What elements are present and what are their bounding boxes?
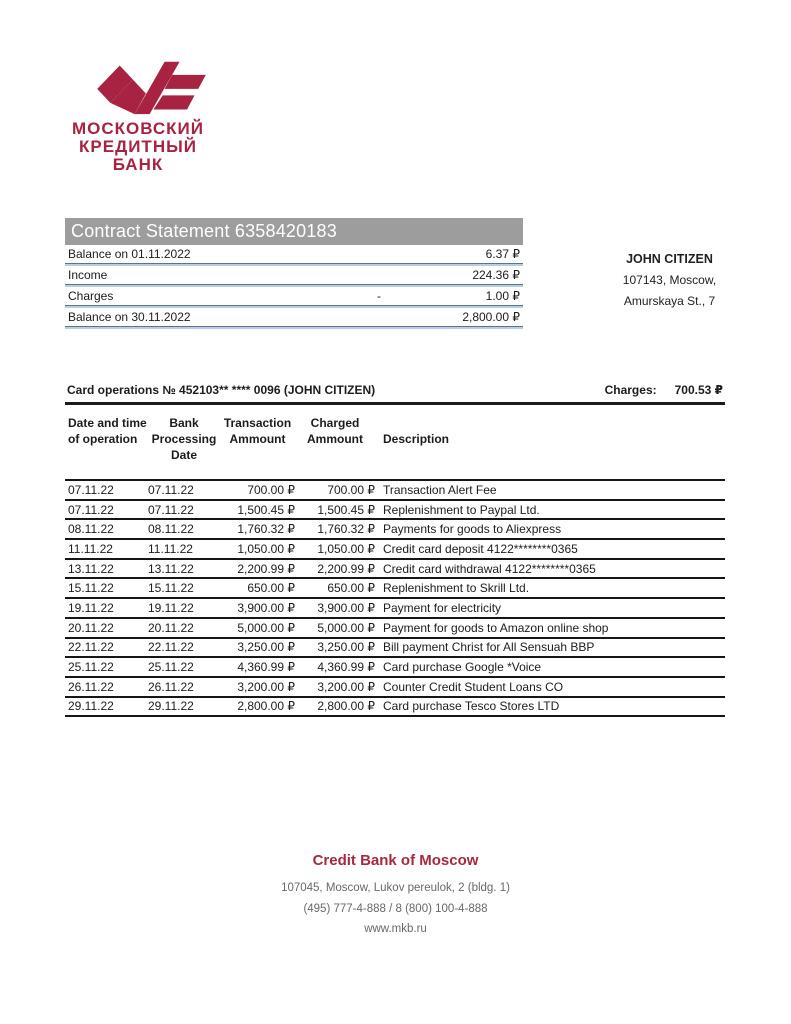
table-row [65,499,725,519]
txn-operation-date: 07.11.22 [68,502,114,517]
txn-charged-amount: 3,900.00 ₽ [317,600,375,615]
txn-charged-amount: 4,360.99 ₽ [317,660,375,675]
txn-processing-date: 25.11.22 [148,660,194,675]
txn-transaction-amount: 3,900.00 ₽ [237,600,295,615]
table-row [65,676,725,696]
statement-row-label: Balance on 30.11.2022 [68,310,191,324]
table-row [65,637,725,657]
customer-name: JOHN CITIZEN [626,252,713,266]
txn-transaction-amount: 4,360.99 ₽ [237,660,295,675]
txn-processing-date: 19.11.22 [148,600,194,615]
statement-row [65,245,523,263]
txn-processing-date: 08.11.22 [148,522,194,537]
txn-transaction-amount: 1,050.00 ₽ [237,541,295,556]
table-row [65,518,725,538]
txn-charged-amount: 3,200.00 ₽ [317,679,375,694]
txn-processing-date: 20.11.22 [148,620,194,635]
statement-row [65,308,523,326]
statement-row-value: 224.36 ₽ [472,268,520,282]
txn-operation-date: 15.11.22 [68,581,114,596]
statement-row-value: 2,800.00 ₽ [462,310,520,324]
card-operations-header [65,383,725,405]
txn-charged-amount: 2,200.99 ₽ [317,561,375,576]
txn-description: Transaction Alert Fee [383,482,497,497]
txn-operation-date: 25.11.22 [68,660,114,675]
txn-transaction-amount: 3,250.00 ₽ [237,640,295,655]
statement-row-dash: - [377,289,381,303]
txn-description: Credit card withdrawal 4122********0365 [383,561,596,576]
bank-logo [62,58,214,174]
txn-description: Card purchase Tesco Stores LTD [383,699,560,714]
statement-row-label: Charges [68,289,114,303]
txn-operation-date: 11.11.22 [68,541,113,556]
table-row [65,597,725,617]
card-operations-section [65,383,725,717]
txn-charged-amount: 2,800.00 ₽ [317,699,375,714]
charges-value: 700.53 ₽ [674,383,723,397]
footer [0,852,791,940]
txn-operation-date: 07.11.22 [68,482,114,497]
mkb-bird-logo-icon [94,58,209,116]
charges-label: Charges: [604,383,657,397]
table-row [65,479,725,499]
charges-summary [605,383,723,397]
col-header-processing-date: Bank Processing Date [151,416,217,462]
card-operations-title: Card operations № 452103** **** 0096 (JOHN CITIZEN) [67,383,376,397]
footer-website: www.mkb.ru [364,923,427,935]
statement-row-label: Balance on 01.11.2022 [68,247,191,261]
txn-charged-amount: 1,050.00 ₽ [317,541,375,556]
txn-operation-date: 22.11.22 [68,640,114,655]
txn-charged-amount: 1,760.32 ₽ [317,522,375,537]
table-row [65,577,725,597]
txn-charged-amount: 3,250.00 ₽ [317,640,375,655]
table-row [65,656,725,676]
txn-processing-date: 26.11.22 [148,679,194,694]
statement-row-divider [65,326,523,329]
table-row [65,538,725,558]
txn-charged-amount: 700.00 ₽ [327,482,375,497]
txn-transaction-amount: 2,800.00 ₽ [237,699,295,714]
txn-transaction-amount: 5,000.00 ₽ [237,620,295,635]
txn-charged-amount: 1,500.45 ₽ [317,502,375,517]
txn-description: Replenishment to Skrill Ltd. [383,581,530,596]
customer-block [612,249,727,312]
table-row [65,558,725,578]
statement-row [65,287,523,305]
txn-charged-amount: 5,000.00 ₽ [317,620,375,635]
txn-operation-date: 26.11.22 [68,679,114,694]
txn-transaction-amount: 2,200.99 ₽ [237,561,295,576]
txn-processing-date: 11.11.22 [148,541,193,556]
statement-row-value: 6.37 ₽ [485,247,520,261]
transactions-column-headers [65,405,725,479]
txn-operation-date: 19.11.22 [68,600,114,615]
txn-operation-date: 13.11.22 [68,561,114,576]
col-header-charged-amount: Charged Ammount [307,416,363,446]
txn-description: Counter Credit Student Loans CO [383,679,564,694]
txn-transaction-amount: 1,760.32 ₽ [237,522,295,537]
txn-description: Payments for goods to Aliexpress [383,522,562,537]
txn-processing-date: 07.11.22 [148,502,194,517]
txn-processing-date: 13.11.22 [148,561,194,576]
txn-description: Payment for goods to Amazon online shop [383,620,609,635]
txn-transaction-amount: 650.00 ₽ [247,581,295,596]
txn-description: Replenishment to Paypal Ltd. [383,502,540,517]
customer-address-line2: Amurskaya St., 7 [623,294,716,308]
footer-phones: (495) 777-4-888 / 8 (800) 100-4-888 [303,902,488,915]
statement-row-label: Income [68,268,108,282]
txn-transaction-amount: 700.00 ₽ [247,482,295,497]
txn-transaction-amount: 3,200.00 ₽ [237,679,295,694]
bank-name-ru [62,120,214,174]
txn-operation-date: 20.11.22 [68,620,114,635]
footer-bank-name: Credit Bank of Moscow [312,852,479,869]
bank-name-line3: БАНК [112,155,164,174]
col-header-operation-date: Date and time of operation [68,416,147,446]
table-row [65,617,725,637]
txn-description: Card purchase Google *Voice [383,660,542,675]
txn-charged-amount: 650.00 ₽ [327,581,375,596]
statement-row [65,266,523,284]
txn-description: Credit card deposit 4122********0365 [383,541,578,556]
txn-operation-date: 08.11.22 [68,522,114,537]
customer-address-line1: 107143, Moscow, [622,273,717,287]
bank-name-line1: МОСКОВСКИЙ [72,119,204,138]
txn-processing-date: 07.11.22 [148,482,194,497]
contract-statement-section [65,218,523,329]
contract-statement-title: Contract Statement 6358420183 [65,218,523,245]
txn-processing-date: 22.11.22 [148,640,194,655]
txn-transaction-amount: 1,500.45 ₽ [237,502,295,517]
txn-processing-date: 15.11.22 [148,581,194,596]
col-header-transaction-amount: Transaction Ammount [223,416,292,446]
transactions-table-body [65,479,725,717]
txn-processing-date: 29.11.22 [148,699,194,714]
bank-name-line2: КРЕДИТНЫЙ [79,137,197,156]
txn-description: Payment for electricity [383,600,502,615]
footer-address: 107045, Moscow, Lukov pereulok, 2 (bldg. 1) [281,882,510,894]
col-header-description: Description [383,432,450,446]
txn-description: Bill payment Christ for All Sensuah BBP [383,640,595,655]
statement-rows [65,245,523,329]
statement-row-value: 1.00 ₽ [485,289,520,303]
txn-operation-date: 29.11.22 [68,699,114,714]
table-row [65,696,725,716]
